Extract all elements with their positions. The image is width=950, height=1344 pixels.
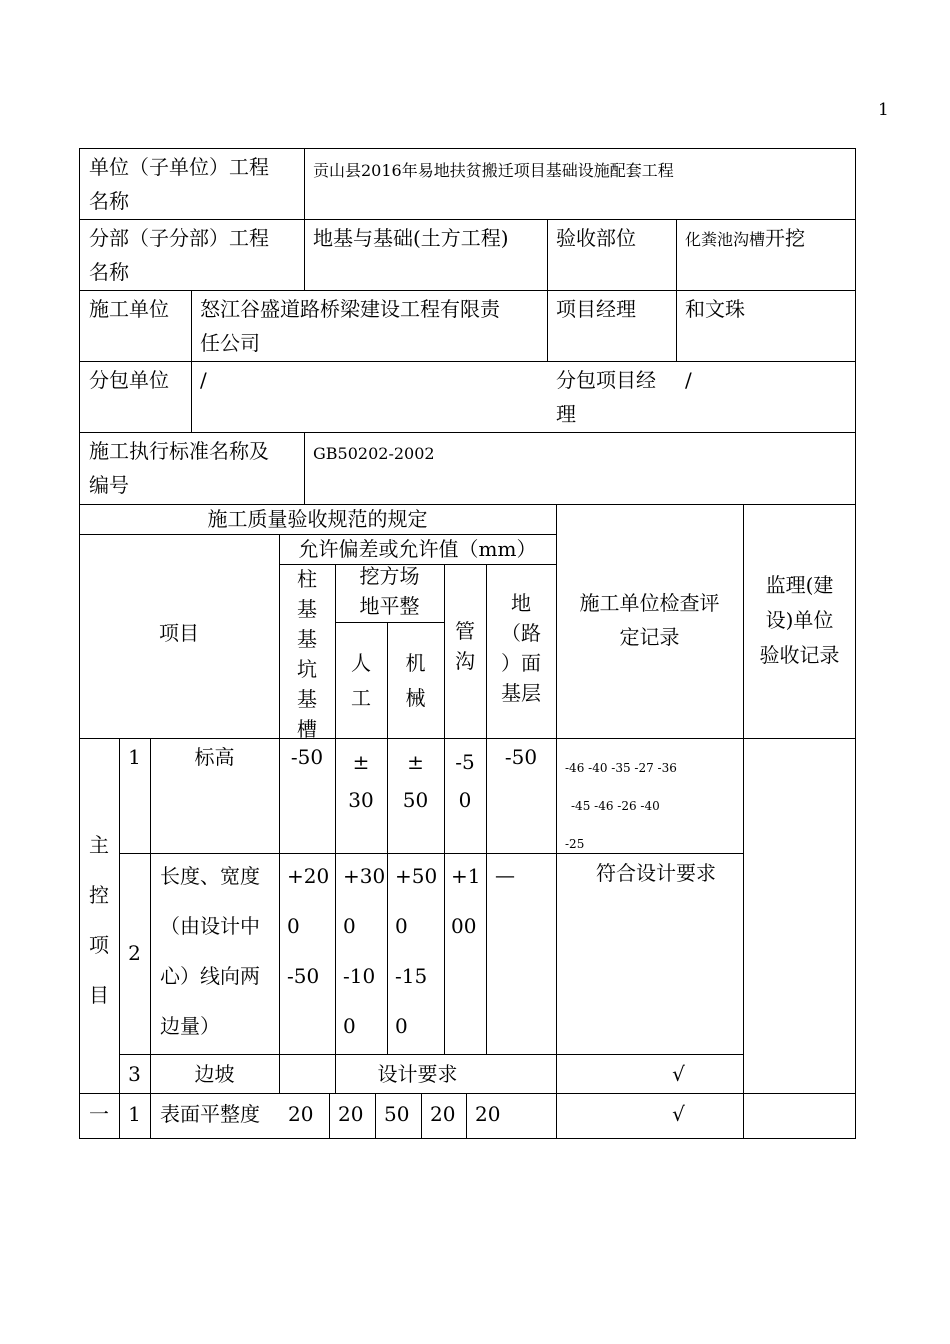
row1-road-value: -50 [504,745,538,769]
row1-number: 1 [128,745,141,769]
col-manual-header: 人 工 [351,651,371,710]
item-header: 项目 [159,621,199,645]
contractor-value-cont: 任公司 [200,331,260,355]
subcontract-value: / [200,368,207,392]
row1-machine-value: ± 50 [402,750,429,812]
standard-value: GB50202-2002 [313,444,435,463]
row2-road-value: — [495,863,515,887]
division-value: 地基与基础(土方工程) [313,226,509,250]
row2-manual-value: +30 0 -10 0 [343,864,386,1038]
row2-number: 2 [128,941,141,965]
general-row1-name: 表面平整度 [160,1102,260,1126]
acceptance-part-value: 化粪池沟槽 [685,230,766,249]
general-group-label: 一 [89,1102,109,1126]
unit-project-label: 单位（子单位）工程 [89,155,269,179]
row1-manual-value: ± 30 [348,750,374,812]
col-supervisor-header: 监理(建 设)单位 验收记录 [759,573,840,667]
main-control-group-label: 主 控 项 目 [89,833,109,1007]
contractor-label: 施工单位 [89,297,169,321]
unit-project-value: 贡山县2016年易地扶贫搬迁项目基础设施配套工程 [313,161,674,180]
row3-name: 边坡 [194,1062,235,1086]
unit-project-label-cont: 名称 [89,189,129,213]
project-manager-label: 项目经理 [556,297,636,321]
subcontract-pm-label-cont: 理 [556,402,576,426]
row3-number: 3 [128,1062,141,1086]
subcontract-label: 分包单位 [89,368,169,392]
col-road-header: 地 （路 ）面 基层 [501,591,541,705]
row1-record-line3: -25 [565,837,585,851]
general-row1-value-5: 20 [475,1102,501,1126]
page-number: 1 [878,100,889,120]
project-manager-value: 和文珠 [685,297,745,321]
row3-record: √ [672,1062,685,1086]
row1-record-line1: -46 -40 -35 -27 -36 [565,761,677,775]
col-machine-header: 机 械 [405,651,426,710]
acceptance-part-value-cont: 开挖 [765,226,806,250]
subcontract-pm-value: / [685,368,692,392]
contractor-value: 怒江谷盛道路桥梁建设工程有限责 [200,297,500,321]
allow-title: 允许偏差或允许值（mm） [298,537,537,561]
row3-value: 设计要求 [377,1062,458,1086]
row2-name: 长度、宽度 （由设计中 心）线向两 边量） [160,864,260,1038]
division-label-cont: 名称 [89,260,129,284]
row2-record: 符合设计要求 [596,861,716,885]
division-label: 分部（子分部）工程 [89,226,269,250]
general-row1-number: 1 [128,1102,141,1126]
row2-pipe-value: +1 00 [451,864,481,938]
col-check-header: 施工单位检查评 定记录 [579,591,720,649]
general-row1-value-4: 20 [430,1102,456,1126]
general-row1-value-1: 20 [288,1102,314,1126]
standard-label: 施工执行标准名称及 [89,439,269,463]
row1-pit-value: -50 [290,745,324,769]
col-pit-header: 柱 基 基 坑 基 槽 [297,567,317,741]
general-row1-value-3: 50 [384,1102,410,1126]
subcontract-pm-label: 分包项目经 [556,368,656,392]
row1-pipe-value: -5 0 [455,750,475,812]
acceptance-part-label: 验收部位 [556,226,636,250]
general-row1-record: √ [672,1102,685,1126]
row1-record-line2: -45 -46 -26 -40 [571,799,660,813]
row2-pit-value: +20 0 -50 [287,864,330,988]
col-pipe-header: 管 沟 [455,619,475,673]
inspection-form-table [79,148,856,1141]
spec-title: 施工质量验收规范的规定 [207,507,428,531]
row1-name: 标高 [194,745,235,769]
col-site-header: 挖方场 地平整 [359,564,420,618]
row2-machine-value: +50 0 -15 0 [395,864,438,1038]
general-row1-value-2: 20 [338,1102,364,1126]
standard-label-cont: 编号 [89,473,129,497]
